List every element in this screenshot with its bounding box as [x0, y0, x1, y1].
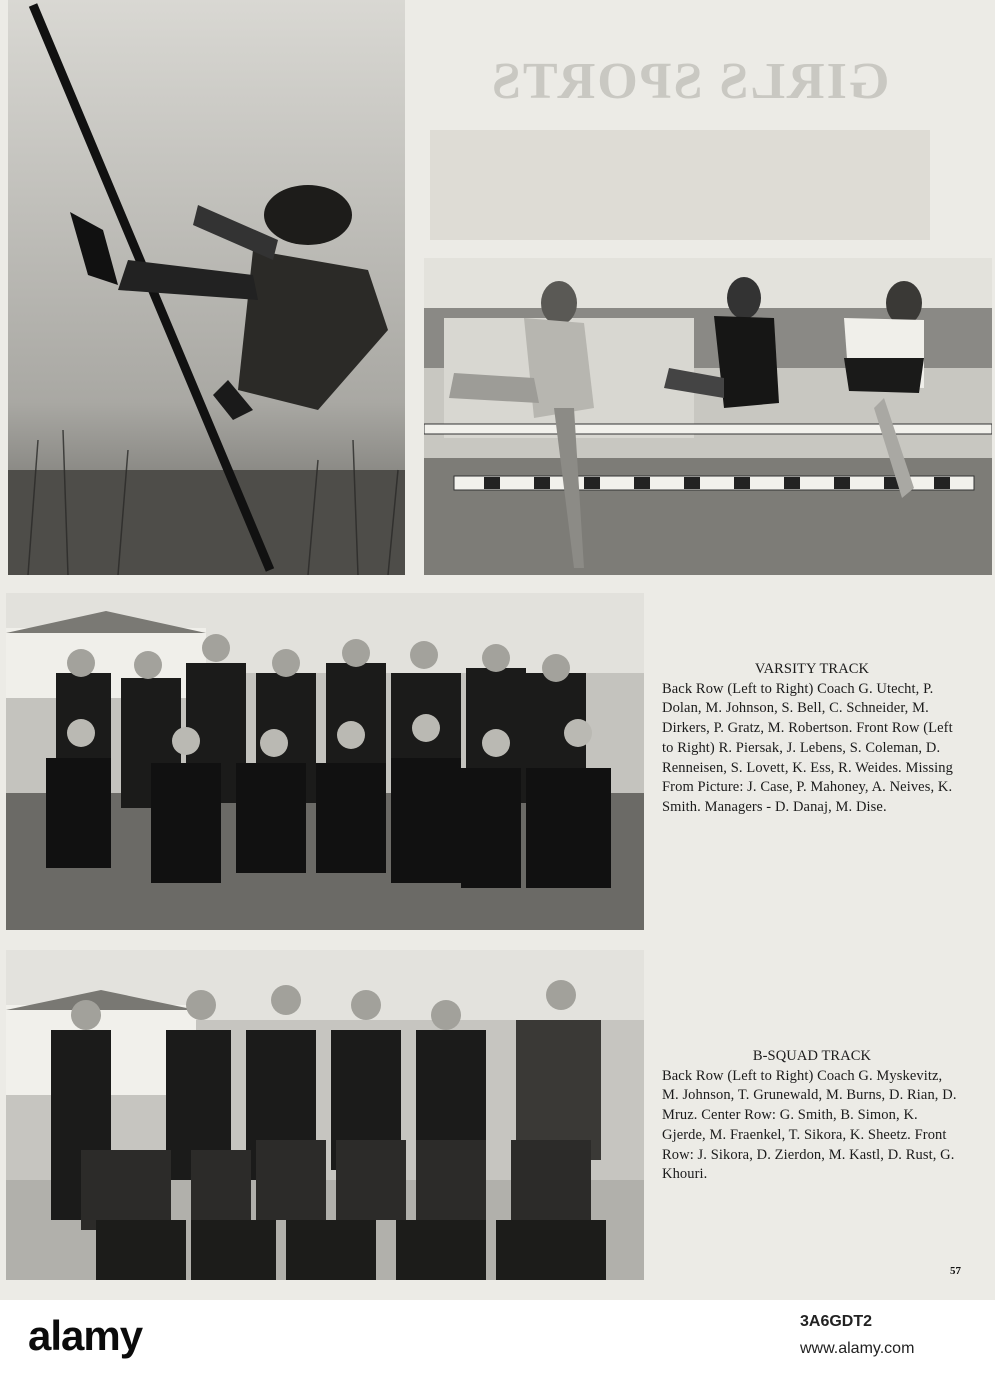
hurdles-photo	[424, 258, 992, 575]
ghost-heading: GIRLS SPORTS	[490, 53, 890, 110]
page-number: 57	[950, 1265, 961, 1277]
bsquad-caption	[662, 1047, 962, 1185]
pole-vault-photo	[8, 0, 405, 575]
bsquad-body: Back Row (Left to Right) Coach G. Myskevitz, M. Johnson, T. Grunewald, M. Burns, D. Rian, D. Mruz. Center Row: G. Smith, B. Simon, K. Gjerde, M. Fraenkel, T. Sikora, K. Sheetz. Front Row: J. Sikora, D. Zierdon, M. Kastl, D. Rust, G. Khouri.	[662, 1067, 957, 1183]
bsquad-title: B-SQUAD TRACK	[752, 1048, 872, 1064]
bsquad-team-photo	[6, 950, 644, 1280]
watermark-logo: alamy	[28, 1312, 143, 1359]
varsity-team-photo	[6, 593, 644, 930]
watermark-url: www.alamy.com	[800, 1340, 915, 1357]
varsity-body: Back Row (Left to Right) Coach G. Utecht, P. Dolan, M. Johnson, S. Bell, C. Schneider, M. Dirkers, P. Gratz, M. Robertson. Front Row (Left to Right) R. Piersak, J. Lebens, S. Coleman, D. Renneisen, S. Lovett, K. Ess, R. Weides. Missing From Picture: J. Case, P. Mahoney, A. Neives, K. Smith. Managers - D. Danaj, M. Dise.	[662, 680, 953, 815]
varsity-title: VARSITY TRACK	[754, 661, 870, 677]
ghost-band	[430, 130, 930, 240]
varsity-caption	[662, 660, 962, 818]
watermark-image-id: 3A6GDT2	[800, 1313, 873, 1330]
